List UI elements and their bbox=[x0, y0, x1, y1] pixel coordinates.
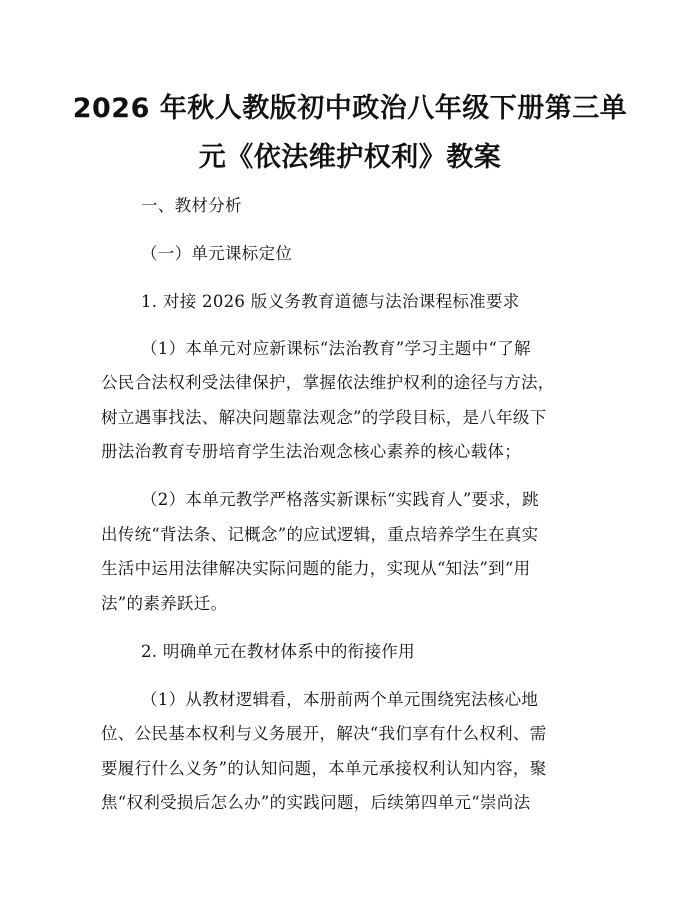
document-title-line-2: 元《依法维护权利》教案 bbox=[198, 142, 502, 173]
paragraph-line: 要履行什么义务”的认知问题，本单元承接权利认知内容，聚 bbox=[101, 759, 547, 778]
paragraph-line: 生活中运用法律解决实际问题的能力，实现从“知法”到“用 bbox=[101, 559, 531, 578]
paragraph-line: 公民合法权利受法律保护，掌握依法维护权利的途径与方法， bbox=[101, 373, 555, 392]
paragraph-line: （1）从教材逻辑看，本册前两个单元围绕宪法核心地 bbox=[141, 690, 539, 709]
item-heading: 2. 明确单元在教材体系中的衔接作用 bbox=[141, 642, 415, 661]
paragraph-line: 位、公民基本权利与义务展开，解决“我们享有什么权利、需 bbox=[101, 724, 547, 743]
paragraph-line: 册法治教育专册培育学生法治观念核心素养的核心载体； bbox=[101, 442, 521, 461]
document-title-line-1: 2026 年秋人教版初中政治八年级下册第三单 bbox=[72, 93, 628, 124]
paragraph-line: 焦“权利受损后怎么办”的实践问题，后续第四单元“崇尚法 bbox=[101, 793, 531, 812]
paragraph-line: 出传统“背法条、记概念”的应试逻辑，重点培养学生在真实 bbox=[101, 525, 539, 544]
paragraph-line: （1）本单元对应新课标“法治教育”学习主题中“了解 bbox=[141, 339, 531, 358]
subsection-heading: （一）单元课标定位 bbox=[141, 244, 293, 263]
paragraph-line: 法”的素养跃迁。 bbox=[101, 594, 228, 613]
paragraph-line: 树立遇事找法、解决问题靠法观念”的学段目标，是八年级下 bbox=[101, 408, 547, 427]
section-heading: 一、教材分析 bbox=[141, 196, 242, 215]
item-heading: 1. 对接 2026 版义务教育道德与法治课程标准要求 bbox=[141, 292, 520, 311]
paragraph-line: （2）本单元教学严格落实新课标“实践育人”要求，跳 bbox=[141, 490, 539, 509]
